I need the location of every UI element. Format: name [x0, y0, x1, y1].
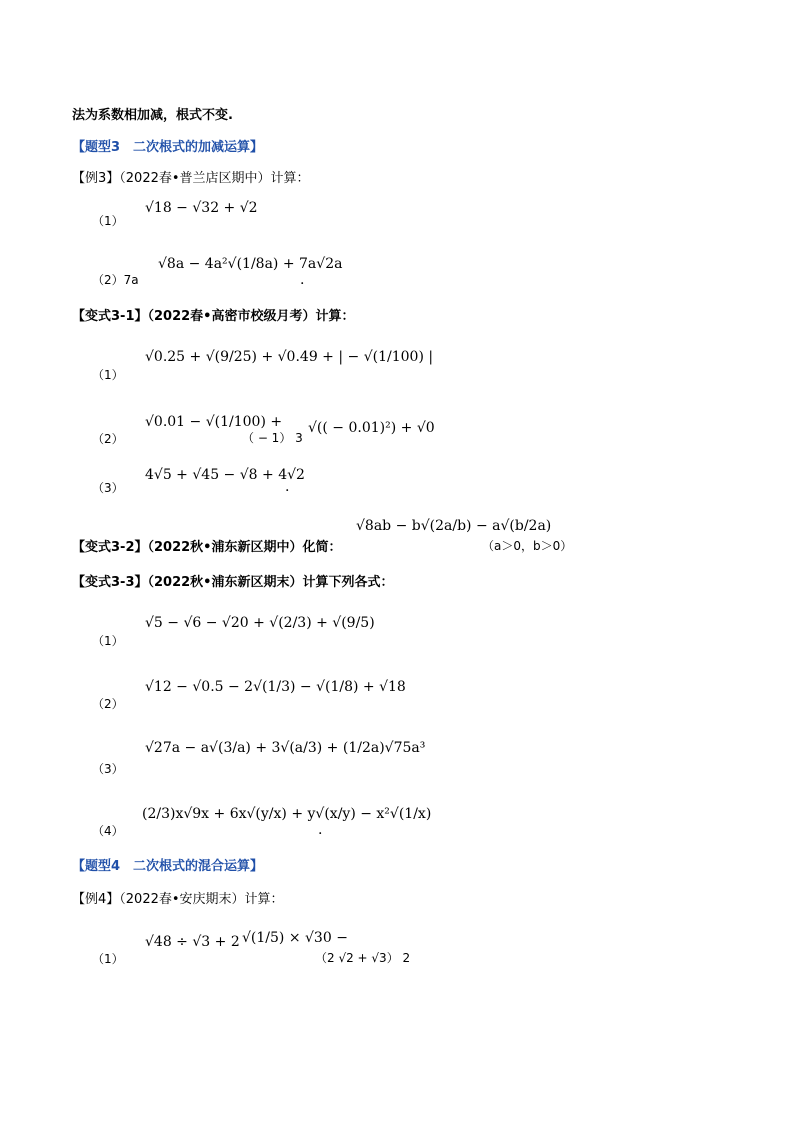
variant33-part3-label: （3） [92, 762, 124, 776]
variant32-expression: √8ab − b√(2a/b) − a√(b/2a) [356, 518, 552, 534]
variant31-part3-end: . [285, 479, 290, 495]
variant31-part1-label: （1） [92, 368, 124, 382]
variant31-part3-label: （3） [92, 481, 124, 495]
variant32-condition: （a＞0，b＞0） [482, 539, 573, 553]
variant31-part2-label: （2） [92, 432, 124, 446]
variant31-part3-expression: 4√5 + √45 − √8 + 4√2 [145, 467, 305, 483]
example4-part1-expression-a: √48 ÷ √3 + 2 [145, 934, 240, 950]
variant31-part2-expression-c: √(( − 0.01)²) + √0 [308, 420, 435, 436]
example4-part1-expression-b: √(1/5) × √30 − [242, 930, 348, 946]
variant31-part2-expression-b: （ − 1） 3 [242, 431, 303, 445]
section-heading-type4: 【题型4 二次根式的混合运算】 [72, 859, 264, 874]
variant33-part4-end: . [318, 822, 323, 838]
example4-part1-expression-c: （2 √2 + √3） 2 [315, 951, 411, 965]
variant33-part2-expression: √12 − √0.5 − 2√(1/3) − √(1/8) + √18 [145, 679, 406, 695]
example3-part2-expression: √8a − 4a²√(1/8a) + 7a√2a [158, 256, 343, 272]
variant33-title: 【变式3-3】（2022秋•浦东新区期末）计算下列各式： [72, 575, 394, 590]
example3-part2-end: . [300, 272, 305, 288]
example3-title: 【例3】（2022春•普兰店区期中）计算： [72, 171, 310, 186]
section-heading-type3: 【题型3 二次根式的加减运算】 [72, 140, 264, 155]
example4-title: 【例4】（2022春•安庆期末）计算： [72, 892, 284, 907]
example4-part1-label: （1） [92, 952, 124, 966]
example3-part1-expression: √18 − √32 + √2 [145, 200, 258, 216]
variant33-part1-expression: √5 − √6 − √20 + √(2/3) + √(9/5) [145, 615, 375, 631]
variant31-part1-expression: √0.25 + √(9/25) + √0.49 + | − √(1/100) | [145, 349, 434, 365]
intro-text: 法为系数相加减，根式不变. [72, 108, 233, 123]
variant32-title: 【变式3-2】（2022秋•浦东新区期中）化简： [72, 540, 342, 555]
variant31-part2-expression-a: √0.01 − √(1/100) + [145, 414, 283, 430]
variant33-part2-label: （2） [92, 697, 124, 711]
variant33-part4-label: （4） [92, 824, 124, 838]
variant33-part3-expression: √27a − a√(3/a) + 3√(a/3) + (1/2a)√75a³ [145, 740, 426, 756]
variant31-title: 【变式3-1】（2022春•高密市校级月考）计算： [72, 309, 355, 324]
example3-part2-label: （2）7a [92, 273, 139, 287]
example3-part1-label: （1） [92, 214, 124, 228]
variant33-part4-expression: (2/3)x√9x + 6x√(y/x) + y√(x/y) − x²√(1/x) [142, 806, 432, 822]
variant33-part1-label: （1） [92, 634, 124, 648]
